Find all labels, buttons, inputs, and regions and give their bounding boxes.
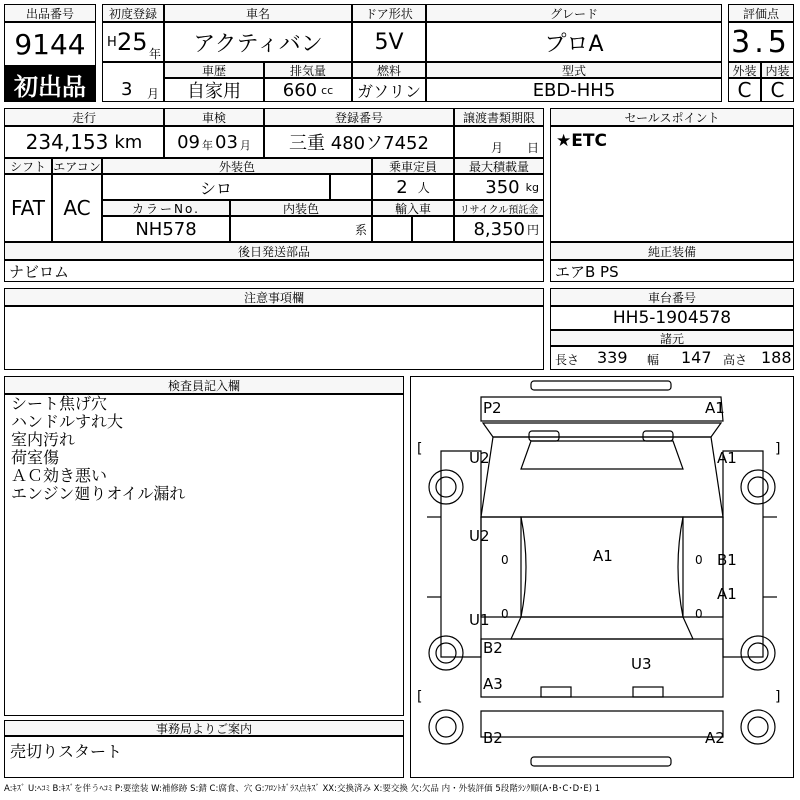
car-outline xyxy=(411,377,793,777)
inspector-line: 荷室傷 xyxy=(11,448,60,467)
transfer-month-unit: 月 xyxy=(491,141,504,155)
inspection-month: 03 xyxy=(215,131,238,153)
month-unit: 月 xyxy=(147,87,160,101)
tire-mark-rl: 0 xyxy=(501,607,509,621)
first-reg-month xyxy=(102,62,164,102)
damage-mark-u2-left-door: U2 xyxy=(469,527,490,545)
inspector-line: エンジン廻りオイル漏れ xyxy=(11,484,186,503)
car-name: アクティバン xyxy=(164,22,352,62)
mileage: 234,153 xyxy=(25,130,109,154)
inspection-label: 車検 xyxy=(164,108,264,126)
damage-mark-u3-rear: U3 xyxy=(631,655,652,673)
notes-area xyxy=(4,306,544,370)
ext-color: シロ xyxy=(102,174,330,200)
first-reg-label: 初度登録 xyxy=(102,4,164,22)
damage-mark-b2-rear: B2 xyxy=(483,729,503,747)
genuine-equipment: エアB PS xyxy=(550,260,794,282)
ext-color-label: 外装色 xyxy=(102,158,372,174)
damage-mark-u1-left: U1 xyxy=(469,611,490,629)
load-label: 最大積載量 xyxy=(454,158,544,174)
capacity: 2 xyxy=(396,176,408,198)
recycle-cell xyxy=(454,216,544,242)
notes-label: 注意事項欄 xyxy=(4,288,544,306)
displacement-unit: cc xyxy=(321,83,334,97)
first-listing-badge: 初出品 xyxy=(4,66,96,102)
height-label: 高さ xyxy=(723,353,748,367)
exterior-score: C xyxy=(728,78,761,102)
ac: AC xyxy=(52,174,102,242)
car-name-label: 車名 xyxy=(164,4,352,22)
inspector-line: ハンドルすれ大 xyxy=(11,412,124,431)
model-code: EBD-HH5 xyxy=(426,78,722,102)
fuel: ガソリン xyxy=(352,78,426,102)
history-label: 車歴 xyxy=(164,62,264,78)
bracket-open-left: [ xyxy=(417,441,423,457)
specs-label: 諸元 xyxy=(550,330,794,346)
mileage-label: 走行 xyxy=(4,108,164,126)
plate-label: 登録番号 xyxy=(264,108,454,126)
length-label: 長さ xyxy=(555,353,580,367)
score-label: 評価点 xyxy=(728,4,794,22)
width: 147 xyxy=(681,348,712,367)
import-label: 輸入車 xyxy=(372,200,454,216)
shift: FAT xyxy=(4,174,52,242)
damage-mark-a1-roof: A1 xyxy=(593,547,613,565)
fuel-label: 燃料 xyxy=(352,62,426,78)
sales-points: ★ETC xyxy=(550,126,794,242)
import-cell-1 xyxy=(372,216,412,242)
grade: プロA xyxy=(426,22,722,62)
door-type: 5V xyxy=(352,22,426,62)
interior-score: C xyxy=(761,78,794,102)
score: 3.5 xyxy=(728,22,794,62)
bracket-open-left-rear: [ xyxy=(417,689,423,705)
reg-month: 3 xyxy=(121,79,133,100)
inspection-year: 09 xyxy=(177,131,200,153)
deferred-parts: ナビロム xyxy=(4,260,544,282)
capacity-cell xyxy=(372,174,454,200)
inspector-line: ＡＣ効き悪い xyxy=(11,466,108,485)
chassis-label: 車台番号 xyxy=(550,288,794,306)
genuine-equipment-label: 純正装備 xyxy=(550,242,794,260)
load: 350 xyxy=(485,176,520,198)
tire-mark-rr: 0 xyxy=(695,607,703,621)
plate: 三重 480ソ7452 xyxy=(264,126,454,158)
listing-no: 9144 xyxy=(4,22,96,66)
tire-mark-fr: 0 xyxy=(695,553,703,567)
model-code-label: 型式 xyxy=(426,62,722,78)
ac-label: エアコン xyxy=(53,159,101,174)
transfer-day-unit: 日 xyxy=(527,141,540,155)
sales-points-label: セールスポイント xyxy=(550,108,794,126)
length: 339 xyxy=(597,348,628,367)
capacity-label: 乗車定員 xyxy=(372,158,454,174)
reg-year: 25 xyxy=(117,28,148,56)
era: H xyxy=(107,35,117,50)
color-no: NH578 xyxy=(102,216,230,242)
shift-label: シフト xyxy=(4,158,52,174)
damage-mark-u2-left: U2 xyxy=(469,449,490,467)
inspector-line: シート焦げ穴 xyxy=(11,394,108,413)
color-no-label: カラーNo. xyxy=(102,200,230,216)
damage-mark-a2-rear: A2 xyxy=(705,729,725,747)
damage-mark-a1-right-rear: A1 xyxy=(717,585,737,603)
office-label: 事務局よりご案内 xyxy=(4,720,404,736)
bracket-close-right: ] xyxy=(775,441,781,457)
damage-mark-p2: P2 xyxy=(483,399,502,417)
interior-score-label: 内装 xyxy=(761,62,794,78)
int-color-unit: 系 xyxy=(230,216,372,242)
recycle-unit: 円 xyxy=(526,222,539,237)
displacement-cell xyxy=(264,78,352,102)
office-note: 売切りスタート xyxy=(4,736,404,778)
grade-label: グレード xyxy=(426,4,722,22)
inspection-year-unit: 年 xyxy=(202,139,213,152)
exterior-score-label: 外装 xyxy=(728,62,761,78)
inspector-line: 室内汚れ xyxy=(11,430,76,449)
tire-mark-fl: 0 xyxy=(501,553,509,567)
ext-color-blank xyxy=(330,174,372,200)
legend: A:ｷｽﾞ U:ﾍｺﾐ B:ｷｽﾞを伴うﾍｺﾐ P:要塗装 W:補修跡 S:錆 C:腐食、穴 G:ﾌﾛﾝﾄｶﾞﾗｽ点ｷｽﾞ XX:交換済み X:要交換 欠:欠品 内・外装評価 5段階ﾗﾝｸ順(A･B･C･D･E) 1 xyxy=(4,784,601,794)
load-cell xyxy=(454,174,544,200)
import-cell-2 xyxy=(412,216,454,242)
door-label: ドア形状 xyxy=(352,4,426,22)
year-unit: 年 xyxy=(149,47,162,61)
damage-mark-a1-front: A1 xyxy=(705,399,725,417)
damage-mark-b1-right: B1 xyxy=(717,551,737,569)
inspection-month-unit: 月 xyxy=(239,139,251,152)
inspector-notes xyxy=(4,394,404,716)
damage-mark-b2-left: B2 xyxy=(483,639,503,657)
inspector-label: 検査員記入欄 xyxy=(4,376,404,394)
mileage-cell xyxy=(4,126,164,158)
deferred-parts-label: 後日発送部品 xyxy=(4,242,544,260)
listing-no-label: 出品番号 xyxy=(4,4,96,22)
mileage-unit: km xyxy=(114,131,143,153)
specs-cell xyxy=(550,346,794,370)
displacement: 660 xyxy=(282,79,318,101)
transfer-label: 譲渡書類期限 xyxy=(454,108,544,126)
damage-mark-a3-left: A3 xyxy=(483,675,503,693)
width-label: 幅 xyxy=(647,353,660,367)
damage-diagram xyxy=(410,376,794,778)
height: 188 xyxy=(761,348,792,367)
chassis: HH5-1904578 xyxy=(550,306,794,330)
inspection-cell xyxy=(164,126,264,158)
recycle-label: リサイクル預託金 xyxy=(454,200,544,216)
load-unit: kg xyxy=(525,180,539,194)
displacement-label: 排気量 xyxy=(264,62,352,78)
capacity-unit: 人 xyxy=(417,180,430,195)
first-reg-year xyxy=(102,22,164,62)
history: 自家用 xyxy=(164,78,264,102)
bracket-close-right-rear: ] xyxy=(775,689,781,705)
recycle: 8,350 xyxy=(473,218,525,240)
inspector-lines xyxy=(11,395,185,503)
damage-mark-a1-right: A1 xyxy=(717,449,737,467)
transfer-cell xyxy=(454,126,544,158)
int-color-label: 内装色 xyxy=(230,200,372,216)
